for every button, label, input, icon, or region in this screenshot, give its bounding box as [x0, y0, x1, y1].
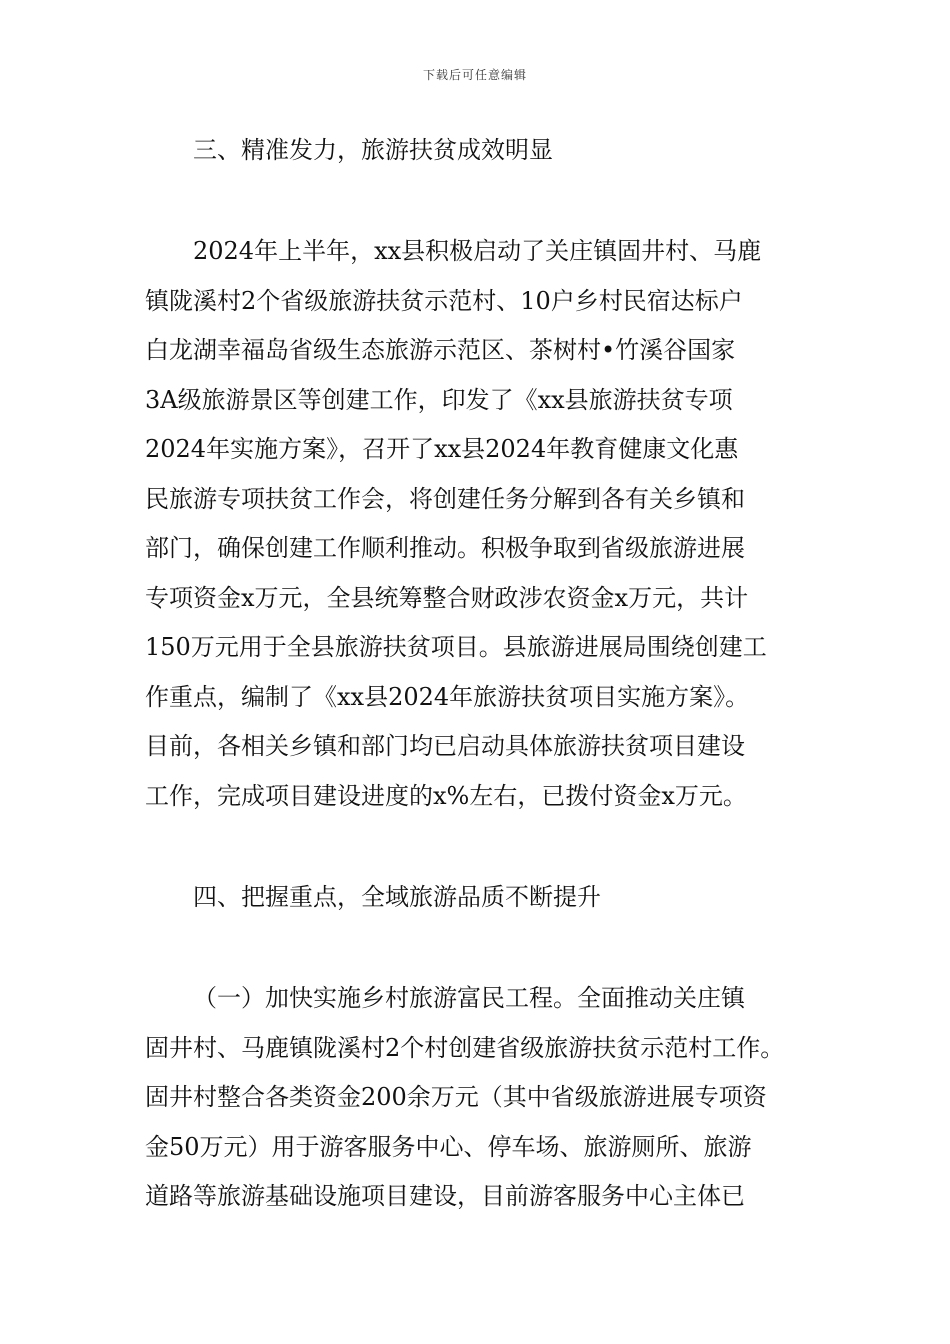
paragraph-1-line: 白龙湖幸福岛省级生态旅游示范区、茶树村•竹溪谷国家 [145, 336, 736, 364]
paragraph-2-line: 道路等旅游基础设施项目建设，目前游客服务中心主体已 [145, 1182, 745, 1210]
section-heading-4: 四、把握重点，全域旅游品质不断提升 [193, 883, 601, 911]
paragraph-1-line: 作重点，编制了《xx县2024年旅游扶贫项目实施方案》。 [145, 682, 750, 711]
paragraph-1-line: 民旅游专项扶贫工作会，将创建任务分解到各有关乡镇和 [145, 484, 745, 513]
section-heading-3: 三、精准发力，旅游扶贫成效明显 [193, 136, 553, 164]
paragraph-2-line: 固井村整合各类资金200余万元（其中省级旅游进展专项资 [145, 1083, 767, 1111]
paragraph-2-line: （一）加快实施乡村旅游富民工程。全面推动关庄镇 [193, 984, 745, 1012]
paragraph-1-line: 部门，确保创建工作顺利推动。积极争取到省级旅游进展 [145, 534, 745, 562]
paragraph-1-line: 2024年实施方案》，召开了xx县2024年教育健康文化惠 [145, 435, 739, 463]
document-body [145, 126, 813, 1222]
paragraph-1-line: 2024年上半年，xx县积极启动了关庄镇固井村、马鹿 [193, 237, 762, 265]
paragraph-2-line: 固井村、马鹿镇陇溪村2个村创建省级旅游扶贫示范村工作。 [145, 1033, 785, 1062]
header-note: 下载后可任意编辑 [422, 68, 527, 82]
paragraph-2-line: 金50万元）用于游客服务中心、停车场、旅游厕所、旅游 [145, 1132, 752, 1161]
paragraph-1 [145, 227, 813, 821]
paragraph-1-line: 专项资金x万元，全县统筹整合财政涉农资金x万元，共计 [145, 583, 749, 612]
paragraph-2 [145, 974, 813, 1222]
paragraph-1-line: 3A级旅游景区等创建工作，印发了《xx县旅游扶贫专项 [145, 385, 733, 414]
paragraph-1-line: 150万元用于全县旅游扶贫项目。县旅游进展局围绕创建工 [145, 633, 767, 661]
paragraph-1-line: 工作，完成项目建设进度的x%左右，已拨付资金x万元。 [145, 781, 747, 810]
paragraph-1-line: 目前，各相关乡镇和部门均已启动具体旅游扶贫项目建设 [145, 732, 745, 760]
paragraph-1-line: 镇陇溪村2个省级旅游扶贫示范村、10户乡村民宿达标户 [145, 286, 743, 315]
